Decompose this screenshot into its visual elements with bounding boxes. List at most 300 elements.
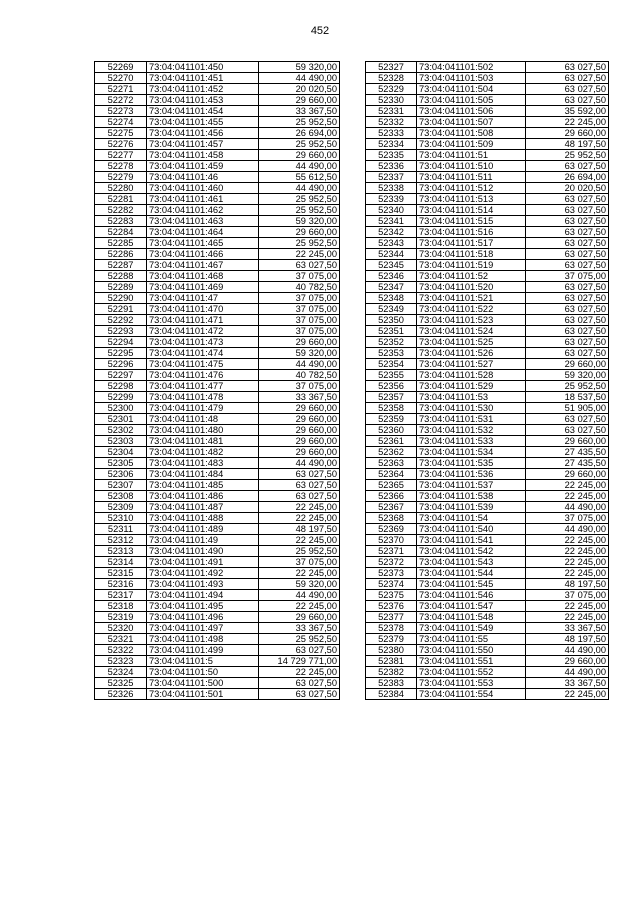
cadastral-number: 73:04:041101:554 [417, 689, 526, 700]
cadastral-value: 37 075,00 [259, 271, 340, 282]
table-row [366, 260, 609, 271]
cadastral-value: 63 027,50 [526, 249, 609, 260]
cadastral-number: 73:04:041101:537 [417, 480, 526, 491]
table-row [95, 502, 340, 513]
row-number: 52377 [366, 612, 417, 623]
cadastral-value: 63 027,50 [259, 678, 340, 689]
table-row [95, 304, 340, 315]
cadastral-value: 44 490,00 [526, 645, 609, 656]
cadastral-number: 73:04:041101:517 [417, 238, 526, 249]
cadastral-value: 63 027,50 [526, 84, 609, 95]
table-row [366, 524, 609, 535]
row-number: 52374 [366, 579, 417, 590]
cadastral-value: 25 952,50 [259, 139, 340, 150]
cadastral-number: 73:04:041101:534 [417, 447, 526, 458]
table-row [95, 436, 340, 447]
cadastral-number: 73:04:041101:553 [417, 678, 526, 689]
cadastral-number: 73:04:041101:488 [147, 513, 259, 524]
row-number: 52313 [95, 546, 147, 557]
cadastral-number: 73:04:041101:535 [417, 458, 526, 469]
row-number: 52322 [95, 645, 147, 656]
row-number: 52294 [95, 337, 147, 348]
table-row [95, 634, 340, 645]
cadastral-value: 44 490,00 [259, 590, 340, 601]
cadastral-value: 22 245,00 [526, 689, 609, 700]
row-number: 52383 [366, 678, 417, 689]
row-number: 52319 [95, 612, 147, 623]
table-row [95, 271, 340, 282]
cadastral-number: 73:04:041101:499 [147, 645, 259, 656]
row-number: 52349 [366, 304, 417, 315]
cadastral-value: 63 027,50 [259, 480, 340, 491]
cadastral-value: 27 435,50 [526, 447, 609, 458]
row-number: 52347 [366, 282, 417, 293]
cadastral-number: 73:04:041101:476 [147, 370, 259, 381]
table-row [366, 623, 609, 634]
table-row [95, 601, 340, 612]
table-row [366, 161, 609, 172]
table-row [366, 304, 609, 315]
row-number: 52284 [95, 227, 147, 238]
row-number: 52369 [366, 524, 417, 535]
row-number: 52309 [95, 502, 147, 513]
cadastral-number: 73:04:041101:461 [147, 194, 259, 205]
table-row [95, 359, 340, 370]
cadastral-value: 63 027,50 [526, 194, 609, 205]
row-number: 52359 [366, 414, 417, 425]
table-row [95, 95, 340, 106]
table-row [366, 315, 609, 326]
table-row [95, 260, 340, 271]
row-number: 52332 [366, 117, 417, 128]
cadastral-value: 29 660,00 [526, 436, 609, 447]
table-row [366, 106, 609, 117]
registry-table-right [365, 61, 609, 700]
cadastral-number: 73:04:041101:540 [417, 524, 526, 535]
cadastral-number: 73:04:041101:455 [147, 117, 259, 128]
page-number: 452 [310, 25, 330, 37]
table-row [366, 117, 609, 128]
cadastral-value: 44 490,00 [259, 161, 340, 172]
cadastral-number: 73:04:041101:523 [417, 315, 526, 326]
table-row [366, 458, 609, 469]
row-number: 52366 [366, 491, 417, 502]
row-number: 52336 [366, 161, 417, 172]
row-number: 52327 [366, 62, 417, 73]
table-row [95, 381, 340, 392]
table-row [366, 238, 609, 249]
row-number: 52287 [95, 260, 147, 271]
cadastral-number: 73:04:041101:482 [147, 447, 259, 458]
cadastral-value: 25 952,50 [526, 381, 609, 392]
cadastral-value: 63 027,50 [526, 315, 609, 326]
cadastral-number: 73:04:041101:479 [147, 403, 259, 414]
table-row [95, 106, 340, 117]
cadastral-number: 73:04:041101:547 [417, 601, 526, 612]
cadastral-value: 29 660,00 [259, 337, 340, 348]
row-number: 52379 [366, 634, 417, 645]
cadastral-number: 73:04:041101:451 [147, 73, 259, 84]
cadastral-number: 73:04:041101:472 [147, 326, 259, 337]
cadastral-number: 73:04:041101:533 [417, 436, 526, 447]
row-number: 52290 [95, 293, 147, 304]
cadastral-value: 59 320,00 [259, 216, 340, 227]
row-number: 52314 [95, 557, 147, 568]
row-number: 52346 [366, 271, 417, 282]
cadastral-value: 25 952,50 [259, 546, 340, 557]
cadastral-number: 73:04:041101:529 [417, 381, 526, 392]
table-row [95, 667, 340, 678]
table-row [366, 425, 609, 436]
table-row [366, 436, 609, 447]
cadastral-value: 22 245,00 [526, 546, 609, 557]
row-number: 52312 [95, 535, 147, 546]
row-number: 52373 [366, 568, 417, 579]
table-row [95, 524, 340, 535]
cadastral-number: 73:04:041101:477 [147, 381, 259, 392]
cadastral-number: 73:04:041101:510 [417, 161, 526, 172]
table-row [366, 293, 609, 304]
cadastral-value: 44 490,00 [259, 183, 340, 194]
table-row [95, 139, 340, 150]
row-number: 52339 [366, 194, 417, 205]
cadastral-number: 73:04:041101:516 [417, 227, 526, 238]
table-row [366, 95, 609, 106]
cadastral-number: 73:04:041101:459 [147, 161, 259, 172]
table-row [366, 271, 609, 282]
table-row [366, 348, 609, 359]
cadastral-value: 33 367,50 [526, 623, 609, 634]
cadastral-value: 37 075,00 [526, 513, 609, 524]
table-row [366, 590, 609, 601]
table-row [95, 557, 340, 568]
row-number: 52280 [95, 183, 147, 194]
table-row [95, 535, 340, 546]
cadastral-number: 73:04:041101:486 [147, 491, 259, 502]
row-number: 52281 [95, 194, 147, 205]
cadastral-value: 37 075,00 [259, 304, 340, 315]
cadastral-value: 18 537,50 [526, 392, 609, 403]
cadastral-number: 73:04:041101:484 [147, 469, 259, 480]
row-number: 52318 [95, 601, 147, 612]
cadastral-number: 73:04:041101:549 [417, 623, 526, 634]
table-row [366, 403, 609, 414]
cadastral-number: 73:04:041101:50 [147, 667, 259, 678]
row-number: 52367 [366, 502, 417, 513]
row-number: 52277 [95, 150, 147, 161]
cadastral-value: 29 660,00 [526, 128, 609, 139]
row-number: 52357 [366, 392, 417, 403]
cadastral-value: 63 027,50 [526, 326, 609, 337]
row-number: 52274 [95, 117, 147, 128]
cadastral-number: 73:04:041101:512 [417, 183, 526, 194]
row-number: 52352 [366, 337, 417, 348]
cadastral-number: 73:04:041101:546 [417, 590, 526, 601]
row-number: 52343 [366, 238, 417, 249]
table-row [366, 139, 609, 150]
cadastral-value: 25 952,50 [259, 194, 340, 205]
row-number: 52275 [95, 128, 147, 139]
cadastral-value: 25 952,50 [259, 634, 340, 645]
row-number: 52376 [366, 601, 417, 612]
cadastral-value: 63 027,50 [526, 425, 609, 436]
cadastral-number: 73:04:041101:464 [147, 227, 259, 238]
cadastral-value: 33 367,50 [259, 106, 340, 117]
row-number: 52345 [366, 260, 417, 271]
row-number: 52342 [366, 227, 417, 238]
table-row [95, 689, 340, 700]
cadastral-value: 22 245,00 [259, 249, 340, 260]
table-row [95, 84, 340, 95]
cadastral-value: 63 027,50 [526, 205, 609, 216]
table-row [95, 469, 340, 480]
row-number: 52316 [95, 579, 147, 590]
table-row [95, 568, 340, 579]
table-row [95, 117, 340, 128]
table-row [366, 194, 609, 205]
cadastral-number: 73:04:041101:539 [417, 502, 526, 513]
table-row [95, 370, 340, 381]
cadastral-value: 22 245,00 [259, 568, 340, 579]
row-number: 52300 [95, 403, 147, 414]
cadastral-value: 44 490,00 [526, 524, 609, 535]
cadastral-number: 73:04:041101:496 [147, 612, 259, 623]
row-number: 52340 [366, 205, 417, 216]
cadastral-value: 37 075,00 [526, 590, 609, 601]
cadastral-value: 29 660,00 [259, 436, 340, 447]
row-number: 52297 [95, 370, 147, 381]
registry-table-left [94, 61, 340, 700]
cadastral-number: 73:04:041101:452 [147, 84, 259, 95]
cadastral-number: 73:04:041101:489 [147, 524, 259, 535]
cadastral-number: 73:04:041101:519 [417, 260, 526, 271]
table-row [366, 62, 609, 73]
table-row [95, 425, 340, 436]
cadastral-value: 63 027,50 [259, 645, 340, 656]
row-number: 52320 [95, 623, 147, 634]
table-row [366, 447, 609, 458]
cadastral-number: 73:04:041101:474 [147, 348, 259, 359]
table-row [366, 326, 609, 337]
cadastral-number: 73:04:041101:466 [147, 249, 259, 260]
cadastral-number: 73:04:041101:497 [147, 623, 259, 634]
table-row [366, 612, 609, 623]
cadastral-value: 63 027,50 [259, 469, 340, 480]
cadastral-number: 73:04:041101:498 [147, 634, 259, 645]
cadastral-value: 48 197,50 [526, 579, 609, 590]
cadastral-number: 73:04:041101:509 [417, 139, 526, 150]
table-row [366, 535, 609, 546]
table-row [95, 150, 340, 161]
row-number: 52335 [366, 150, 417, 161]
cadastral-value: 37 075,00 [259, 293, 340, 304]
cadastral-value: 55 612,50 [259, 172, 340, 183]
table-row [95, 315, 340, 326]
cadastral-number: 73:04:041101:507 [417, 117, 526, 128]
table-row [95, 590, 340, 601]
row-number: 52329 [366, 84, 417, 95]
table-row [95, 216, 340, 227]
row-number: 52330 [366, 95, 417, 106]
table-row [366, 282, 609, 293]
table-row [95, 73, 340, 84]
cadastral-number: 73:04:041101:520 [417, 282, 526, 293]
cadastral-value: 27 435,50 [526, 458, 609, 469]
cadastral-value: 25 952,50 [259, 238, 340, 249]
cadastral-value: 22 245,00 [259, 535, 340, 546]
row-number: 52333 [366, 128, 417, 139]
row-number: 52375 [366, 590, 417, 601]
cadastral-value: 22 245,00 [526, 117, 609, 128]
table-row [366, 84, 609, 95]
cadastral-number: 73:04:041101:542 [417, 546, 526, 557]
row-number: 52315 [95, 568, 147, 579]
table-row [366, 579, 609, 590]
row-number: 52370 [366, 535, 417, 546]
cadastral-value: 25 952,50 [259, 117, 340, 128]
cadastral-value: 22 245,00 [526, 568, 609, 579]
cadastral-value: 22 245,00 [526, 612, 609, 623]
cadastral-value: 26 694,00 [259, 128, 340, 139]
row-number: 52293 [95, 326, 147, 337]
cadastral-number: 73:04:041101:460 [147, 183, 259, 194]
cadastral-number: 73:04:041101:548 [417, 612, 526, 623]
cadastral-value: 44 490,00 [259, 458, 340, 469]
table-row [366, 656, 609, 667]
cadastral-number: 73:04:041101:46 [147, 172, 259, 183]
row-number: 52303 [95, 436, 147, 447]
table-row [95, 612, 340, 623]
cadastral-number: 73:04:041101:532 [417, 425, 526, 436]
cadastral-value: 48 197,50 [526, 634, 609, 645]
row-number: 52362 [366, 447, 417, 458]
table-row [95, 546, 340, 557]
table-row [366, 678, 609, 689]
cadastral-value: 22 245,00 [526, 601, 609, 612]
cadastral-value: 33 367,50 [259, 623, 340, 634]
row-number: 52301 [95, 414, 147, 425]
row-number: 52295 [95, 348, 147, 359]
row-number: 52331 [366, 106, 417, 117]
cadastral-value: 63 027,50 [526, 161, 609, 172]
cadastral-number: 73:04:041101:531 [417, 414, 526, 425]
cadastral-value: 63 027,50 [526, 227, 609, 238]
cadastral-number: 73:04:041101:5 [147, 656, 259, 667]
table-row [366, 502, 609, 513]
table-row [95, 579, 340, 590]
cadastral-number: 73:04:041101:504 [417, 84, 526, 95]
table-row [366, 645, 609, 656]
row-number: 52337 [366, 172, 417, 183]
cadastral-value: 37 075,00 [259, 381, 340, 392]
cadastral-value: 37 075,00 [259, 315, 340, 326]
row-number: 52354 [366, 359, 417, 370]
row-number: 52305 [95, 458, 147, 469]
cadastral-value: 63 027,50 [526, 293, 609, 304]
cadastral-value: 63 027,50 [526, 260, 609, 271]
row-number: 52371 [366, 546, 417, 557]
cadastral-number: 73:04:041101:490 [147, 546, 259, 557]
row-number: 52351 [366, 326, 417, 337]
row-number: 52282 [95, 205, 147, 216]
table-row [366, 183, 609, 194]
row-number: 52308 [95, 491, 147, 502]
table-row [366, 216, 609, 227]
row-number: 52279 [95, 172, 147, 183]
row-number: 52272 [95, 95, 147, 106]
row-number: 52292 [95, 315, 147, 326]
row-number: 52269 [95, 62, 147, 73]
cadastral-value: 22 245,00 [526, 535, 609, 546]
table-row [95, 128, 340, 139]
cadastral-number: 73:04:041101:463 [147, 216, 259, 227]
cadastral-value: 63 027,50 [526, 238, 609, 249]
cadastral-number: 73:04:041101:483 [147, 458, 259, 469]
row-number: 52360 [366, 425, 417, 436]
cadastral-value: 29 660,00 [259, 150, 340, 161]
cadastral-number: 73:04:041101:508 [417, 128, 526, 139]
table-row [366, 128, 609, 139]
cadastral-number: 73:04:041101:48 [147, 414, 259, 425]
table-row [366, 227, 609, 238]
table-row [95, 392, 340, 403]
cadastral-value: 63 027,50 [526, 348, 609, 359]
row-number: 52289 [95, 282, 147, 293]
registry-table-right-body [366, 62, 609, 700]
table-row [95, 293, 340, 304]
cadastral-number: 73:04:041101:487 [147, 502, 259, 513]
table-row [95, 403, 340, 414]
table-row [95, 326, 340, 337]
table-row [95, 513, 340, 524]
cadastral-number: 73:04:041101:52 [417, 271, 526, 282]
cadastral-number: 73:04:041101:473 [147, 337, 259, 348]
cadastral-number: 73:04:041101:468 [147, 271, 259, 282]
row-number: 52344 [366, 249, 417, 260]
cadastral-number: 73:04:041101:515 [417, 216, 526, 227]
row-number: 52348 [366, 293, 417, 304]
row-number: 52296 [95, 359, 147, 370]
cadastral-value: 63 027,50 [526, 282, 609, 293]
table-row [366, 546, 609, 557]
cadastral-number: 73:04:041101:454 [147, 106, 259, 117]
cadastral-value: 63 027,50 [259, 260, 340, 271]
cadastral-number: 73:04:041101:506 [417, 106, 526, 117]
cadastral-value: 25 952,50 [526, 150, 609, 161]
row-number: 52298 [95, 381, 147, 392]
cadastral-number: 73:04:041101:500 [147, 678, 259, 689]
cadastral-value: 25 952,50 [259, 205, 340, 216]
row-number: 52306 [95, 469, 147, 480]
cadastral-value: 51 905,00 [526, 403, 609, 414]
cadastral-number: 73:04:041101:493 [147, 579, 259, 590]
row-number: 52304 [95, 447, 147, 458]
cadastral-value: 29 660,00 [259, 447, 340, 458]
table-row [366, 601, 609, 612]
table-row [95, 447, 340, 458]
cadastral-value: 48 197,50 [526, 139, 609, 150]
cadastral-value: 35 592,00 [526, 106, 609, 117]
cadastral-number: 73:04:041101:521 [417, 293, 526, 304]
cadastral-value: 22 245,00 [526, 557, 609, 568]
cadastral-value: 63 027,50 [526, 62, 609, 73]
table-row [366, 513, 609, 524]
cadastral-number: 73:04:041101:54 [417, 513, 526, 524]
table-row [95, 205, 340, 216]
cadastral-number: 73:04:041101:502 [417, 62, 526, 73]
table-row [95, 183, 340, 194]
row-number: 52338 [366, 183, 417, 194]
